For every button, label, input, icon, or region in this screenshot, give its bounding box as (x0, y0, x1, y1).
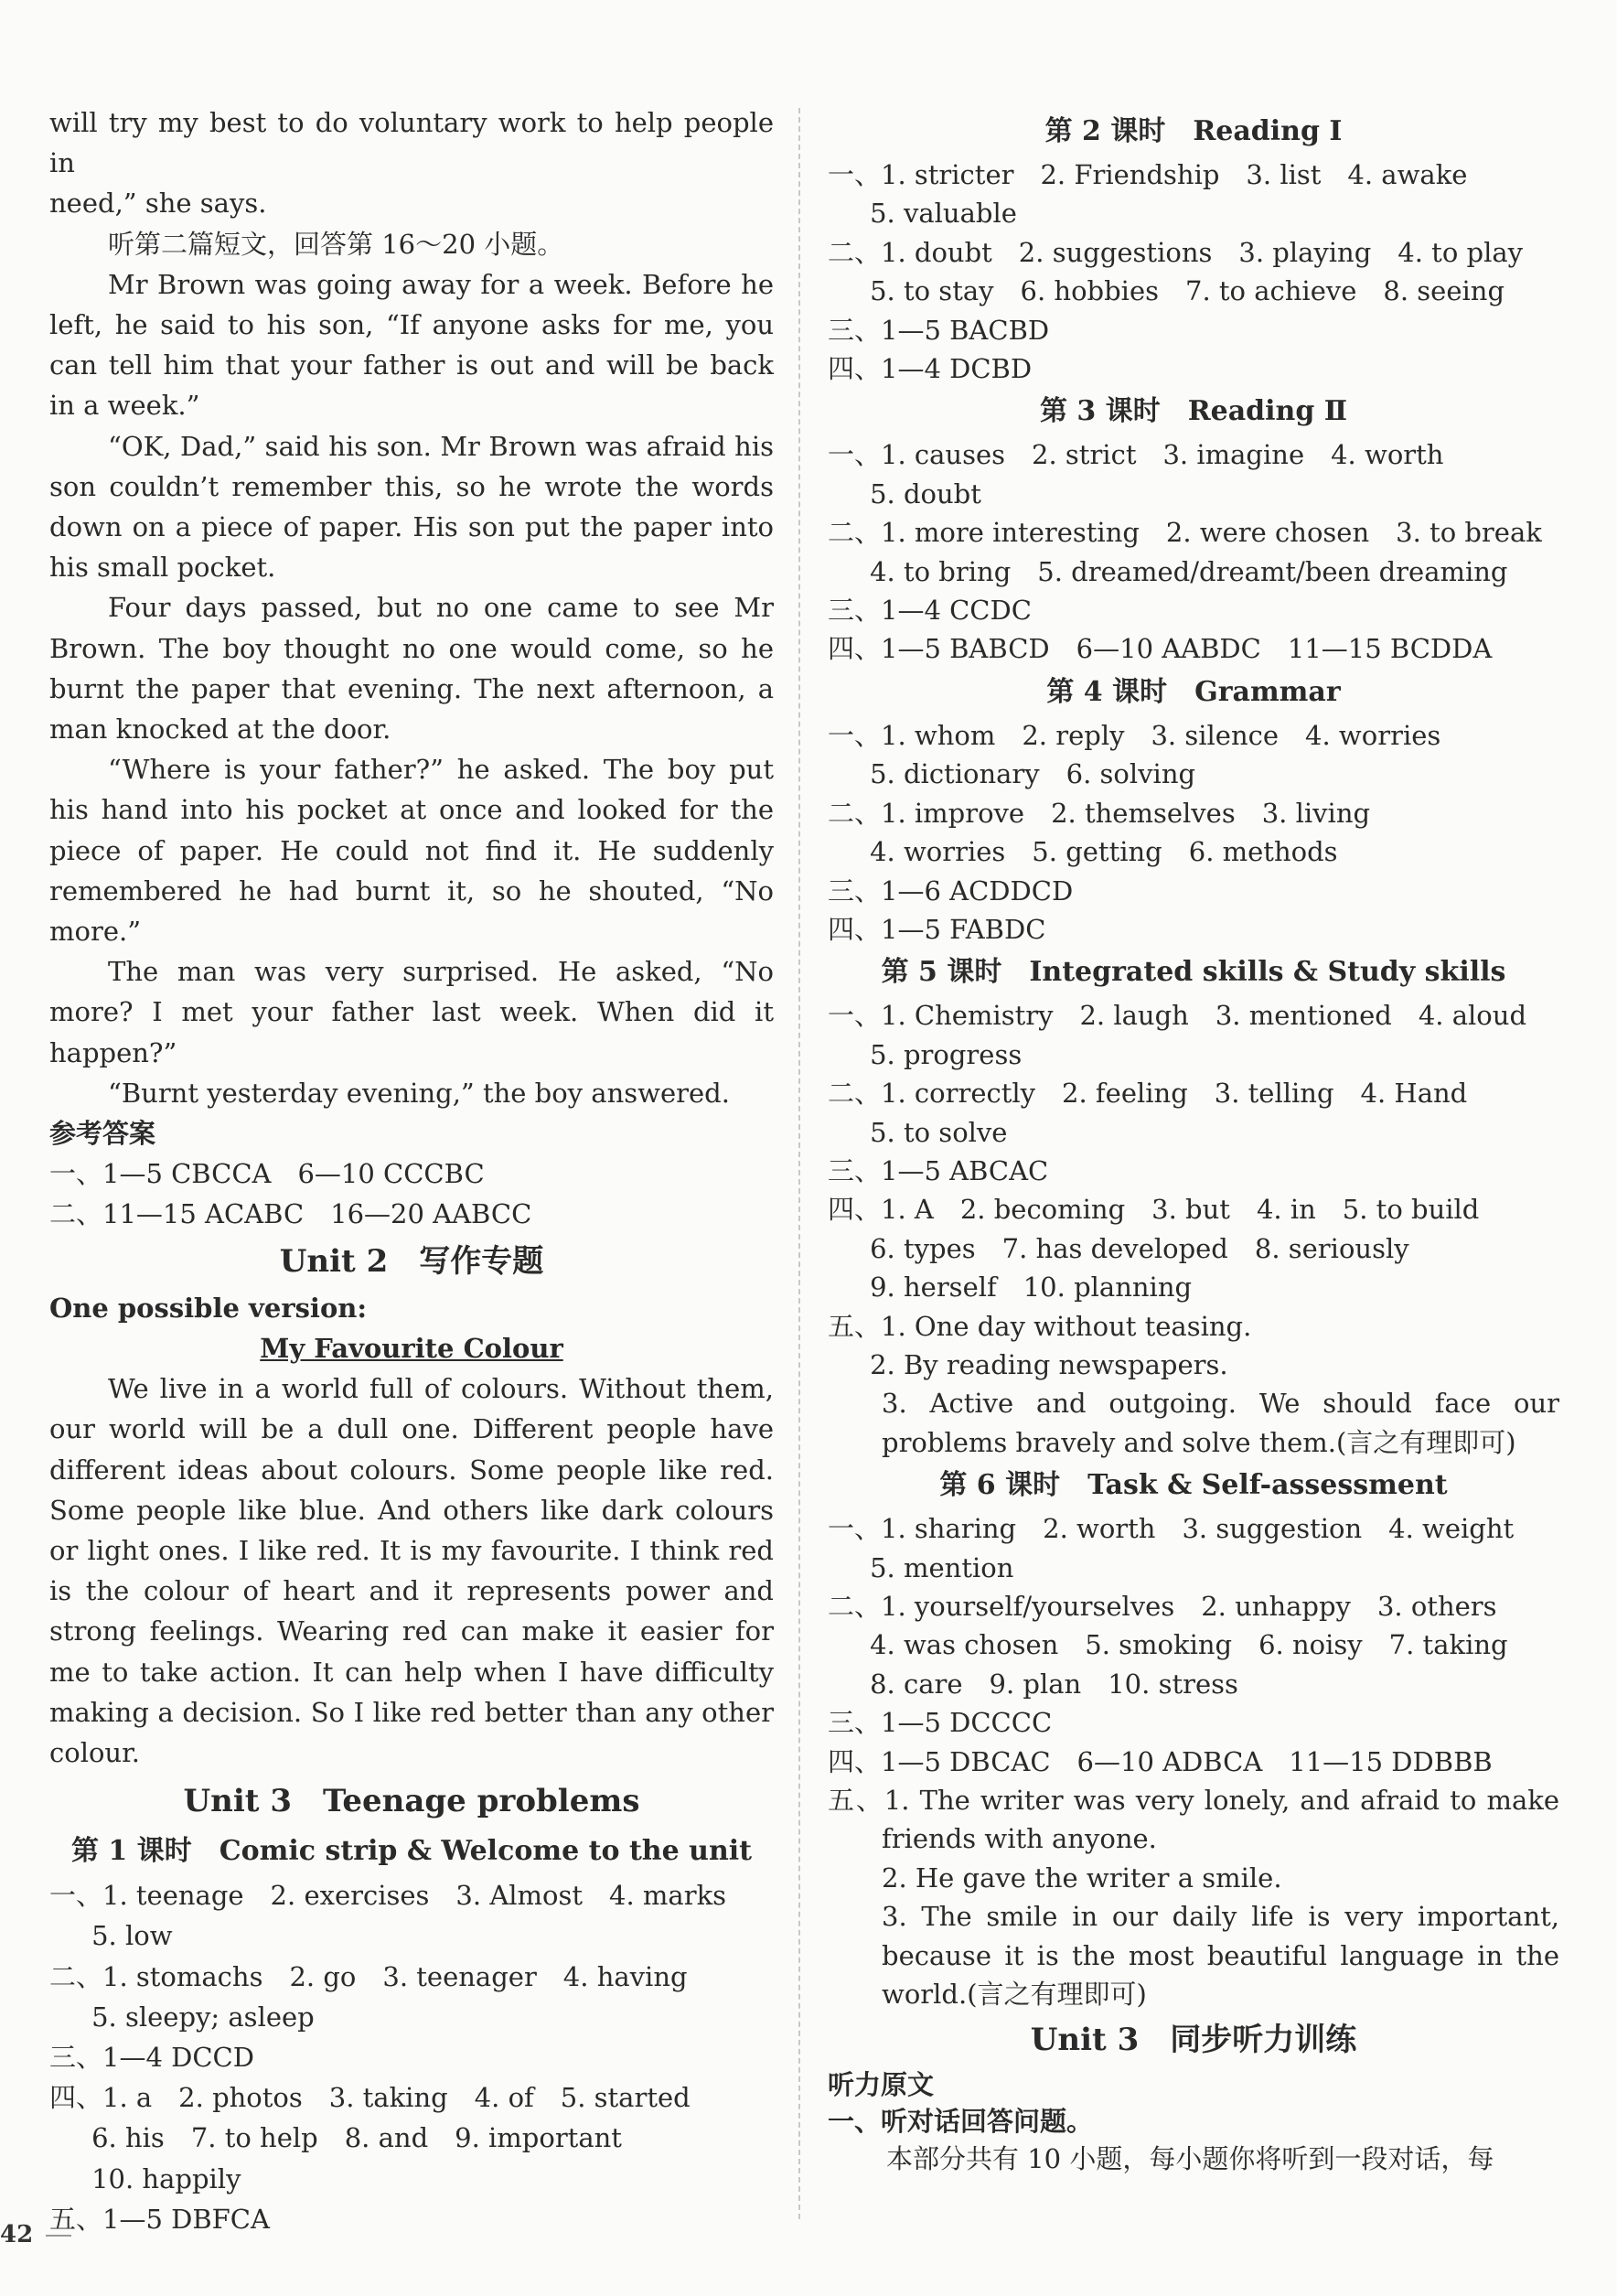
page-footer (0, 2221, 71, 2248)
lesson5-title: 第 5 课时 Integrated skills & Study skills (881, 956, 1506, 989)
footer-rule (46, 2235, 71, 2237)
lesson5-line: 一、1. Chemistry 2. laugh 3. mentioned 4. aloud (828, 1000, 1527, 1032)
lesson1-line: 二、1. stomachs 2. go 3. teenager 4. having (49, 1960, 688, 1992)
right-column (828, 108, 1559, 2178)
lesson5-line: 5. to solve (828, 1116, 1008, 1148)
essay-title: My Favourite Colour (260, 1332, 563, 1364)
lesson1-line: 6. his 7. to help 8. and 9. important (49, 2122, 622, 2154)
lesson4-line: 四、1—5 FABDC (828, 913, 1046, 945)
lesson5-line: 6. types 7. has developed 8. seriously (828, 1232, 1409, 1264)
lesson1-line: 5. low (49, 1920, 173, 1952)
lesson3-title: 第 3 课时 Reading Ⅱ (1039, 395, 1348, 428)
lesson6-line: 一、1. sharing 2. worth 3. suggestion 4. weight (828, 1513, 1515, 1545)
listen-intro: 听第二篇短文，回答第 16～20 小题。 (108, 228, 564, 260)
lesson2-line: 一、1. stricter 2. Friendship 3. list 4. awake (828, 159, 1468, 190)
lesson5-line: 二、1. correctly 2. feeling 3. telling 4. Hand (828, 1078, 1468, 1110)
answers-title: 参考答案 (49, 1118, 156, 1150)
lesson5-line: 2. By reading newspapers. (828, 1348, 1228, 1380)
story-line: need,” she says. (49, 188, 267, 220)
listen-intro-text: 本部分共有 10 小题，每小题你将听到一段对话，每 (886, 2143, 1494, 2175)
lesson1-line: 五、1—5 DBFCA (49, 2203, 270, 2235)
lesson1-line: 四、1. a 2. photos 3. taking 4. of 5. started (49, 2082, 691, 2114)
story-paragraph: Four days passed, but no one came to see Mr Brown. The boy thought no one would come, so he burnt the paper that evening. The next afternoon, a man knocked at the door. (49, 592, 774, 746)
lesson1-title: 第 1 课时 Comic strip & Welcome to the unit (70, 1835, 753, 1868)
story-paragraph: The man was very surprised. He asked, “No more? I met your father last week. When did it happen?” (49, 956, 774, 1068)
lesson3-line: 4. to bring 5. dreamed/dreamt/been dreaming (828, 555, 1508, 587)
lesson4-line: 三、1—6 ACDDCD (828, 874, 1074, 907)
lesson6-title: 第 6 课时 Task & Self-assessment (939, 1469, 1448, 1502)
lesson4-line: 二、1. improve 2. themselves 3. living (828, 797, 1371, 829)
lesson3-line: 一、1. causes 2. strict 3. imagine 4. worth (828, 439, 1444, 471)
lesson6-answer-paragraph: 2. He gave the writer a smile. (882, 1861, 1282, 1894)
lesson6-line: 三、1—5 DCCCC (828, 1707, 1053, 1739)
lesson5-line: 5. progress (828, 1038, 1023, 1070)
lesson4-line: 4. worries 5. getting 6. methods (828, 836, 1338, 868)
lesson2-title: 第 2 课时 Reading Ⅰ (1044, 115, 1343, 147)
unit2-title: Unit 2 写作专题 (279, 1242, 544, 1280)
lesson6-line: 8. care 9. plan 10. stress (828, 1668, 1238, 1700)
listen-script-label: 听力原文 (828, 2069, 935, 2101)
lesson6-answer-paragraph: 3. The smile in our daily life is very important, because it is the most beautiful language in the world.(言之有理即可) (882, 1901, 1559, 2011)
story-paragraph: “Where is your father?” he asked. The boy put his hand into his pocket at once and looked for the piece of paper. He could not find it. He suddenly remembered he had burnt it, so he shouted, “No more.” (49, 754, 774, 948)
lesson4-title: 第 4 课时 Grammar (1046, 675, 1341, 708)
answer-line: 一、1—5 CBCCA 6—10 CCCBC (49, 1158, 485, 1190)
lesson6-line: 5. mention (828, 1551, 1014, 1583)
lesson1-line: 一、1. teenage 2. exercises 3. Almost 4. marks (49, 1880, 727, 1912)
lesson1-line: 5. sleepy; asleep (49, 2001, 315, 2033)
lesson3-line: 四、1—5 BABCD 6—10 AABDC 11—15 BCDDA (828, 633, 1493, 665)
lesson3-line: 三、1—4 CCDC (828, 595, 1032, 627)
story-paragraph: “OK, Dad,” said his son. Mr Brown was afraid his son couldn’t remember this, so he wrote the words down on a piece of paper. His son put the paper into his small pocket. (49, 430, 774, 584)
lesson6-line: 4. was chosen 5. smoking 6. noisy 7. taking (828, 1629, 1508, 1661)
lesson2-line: 四、1—4 DCBD (828, 353, 1033, 385)
lesson4-line: 5. dictionary 6. solving (828, 758, 1196, 790)
lesson2-line: 5. valuable (828, 198, 1017, 230)
lesson3-line: 二、1. more interesting 2. were chosen 3. to break (828, 517, 1542, 549)
lesson5-line: 三、1—5 ABCAC (828, 1154, 1049, 1186)
lesson5-answer-paragraph: 3. Active and outgoing. We should face our problems bravely and solve them.(言之有理即可) (882, 1388, 1559, 1458)
lesson4-line: 一、1. whom 2. reply 3. silence 4. worries (828, 719, 1441, 751)
story-line: will try my best to do voluntary work to help people in (49, 107, 774, 179)
left-column (49, 102, 774, 2239)
lesson6-line: 四、1—5 DBCAC 6—10 ADBCA 11—15 DDBBB (828, 1745, 1493, 1777)
lesson6-answer-paragraph: 五、1. The writer was very lonely, and afraid to make friends with anyone. (828, 1785, 1559, 1855)
lesson5-line: 四、1. A 2. becoming 3. but 4. in 5. to build (828, 1194, 1480, 1226)
listen-part1: 一、听对话回答问题。 (828, 2106, 1094, 2138)
lesson5-line: 五、1. One day without teasing. (828, 1310, 1252, 1342)
story-paragraph: Mr Brown was going away for a week. Before he left, he said to his son, “If anyone asks for me, you can tell him that your father is out and will be back in a week.” (49, 268, 774, 422)
lesson3-line: 5. doubt (828, 477, 981, 510)
essay-text: We live in a world full of colours. Without them, our world will be a dull one. Different people have different ideas about colours. Some people like red. Some people like blue. And others like dark colours or light ones. I like red. It is my favourite. I think red is the colour of heart and it represents power and strong feelings. Wearing red can make it easier for me to take action. It can help when I have difficulty making a decision. So I like red better than any other colour. (49, 1373, 774, 1768)
version-label: One possible version: (49, 1292, 368, 1324)
unit3-listening-title: Unit 3 同步听力训练 (1030, 2022, 1357, 2059)
unit3-title: Unit 3 Teenage problems (183, 1783, 640, 1820)
lesson2-line: 二、1. doubt 2. suggestions 3. playing 4. to play (828, 236, 1524, 268)
lesson1-line: 10. happily (49, 2162, 241, 2194)
column-divider (798, 108, 800, 2219)
lesson2-line: 5. to stay 6. hobbies 7. to achieve 8. seeing (828, 275, 1505, 307)
lesson6-line: 二、1. yourself/yourselves 2. unhappy 3. others (828, 1591, 1497, 1622)
answer-line: 二、11—15 ACABC 16—20 AABCC (49, 1198, 532, 1230)
story-paragraph: “Burnt yesterday evening,” the boy answered. (108, 1077, 730, 1109)
lesson5-line: 9. herself 10. planning (828, 1271, 1193, 1304)
lesson1-line: 三、1—4 DCCD (49, 2041, 254, 2073)
page-number: 42 (0, 2221, 34, 2248)
lesson2-line: 三、1—5 BACBD (828, 314, 1050, 346)
